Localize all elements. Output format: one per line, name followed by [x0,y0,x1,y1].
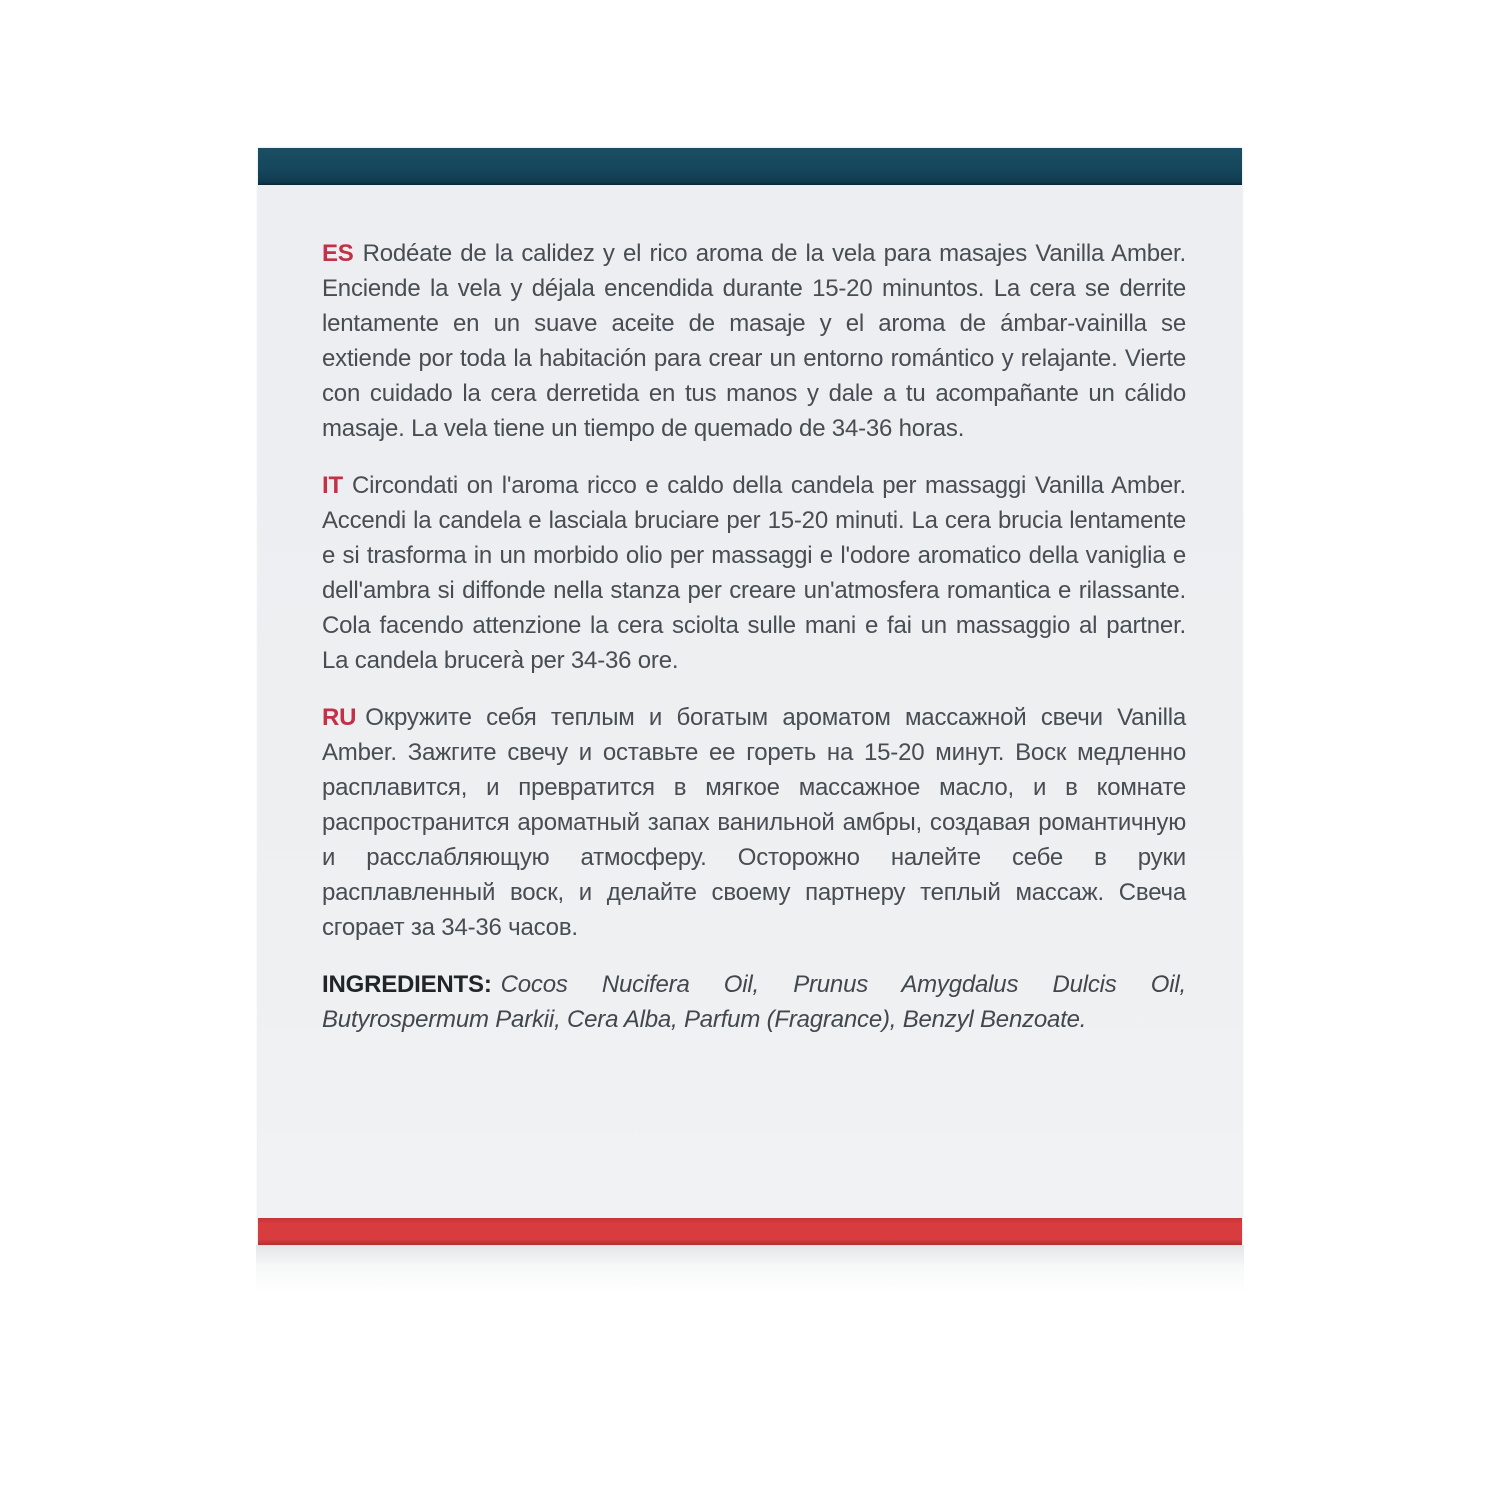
paragraph-it-text: Circondati on l'aroma ricco e caldo della candela per massaggi Vanilla Amber. Accendi la candela e lasciala bruciare per 15-20 minuti. La cera brucia lentamente e si trasforma in un morbido olio per massaggi e l'odore aromatico della vaniglia e dell'ambra si diffonde nella stanza per creare un'atmosfera romantica e rilassante. Cola facendo attenzione la cera sciolta sulle mani e fai un massaggio al partner. La candela brucerà per 34-36 ore. [322,472,1186,674]
label-card [258,148,1242,1245]
ingredients-line [322,967,1186,1037]
label-text-area [258,185,1242,1218]
ingredients-label: INGREDIENTS: [322,971,492,998]
top-accent-bar [258,148,1242,185]
ingredients-text: Cocos Nucifera Oil, Prunus Amygdalus Dulcis Oil, Butyrospermum Parkii, Cera Alba, Parfum (Fragrance), Benzyl Benzoate. [322,971,1186,1033]
lang-label-it: IT [322,472,343,499]
paragraph-it [322,468,1186,678]
paragraph-es [322,236,1186,446]
card-shadow [256,1245,1244,1293]
paragraph-es-text: Rodéate de la calidez y el rico aroma de la vela para masajes Vanilla Amber. Enciende la vela y déjala encendida durante 15-20 minuntos. La cera se derrite lentamente en un suave aceite de masaje y el aroma de ámbar-vainilla se extiende por toda la habitación para crear un entorno romántico y relajante. Vierte con cuidado la cera derretida en tus manos y dale a tu acompañante un cálido masaje. La vela tiene un tiempo de quemado de 34-36 horas. [322,240,1186,442]
paragraph-ru [322,700,1186,945]
bottom-accent-bar [258,1218,1242,1245]
lang-label-ru: RU [322,704,357,731]
lang-label-es: ES [322,240,354,267]
paragraph-ru-text: Окружите себя теплым и богатым ароматом массажной свечи Vanilla Amber. Зажгите свечу и оставьте ее гореть на 15-20 минут. Воск медленно расплавится, и превратится в мягкое массажное масло, и в комнате распространится ароматный запах ванильной амбры, создавая романтичную и расслабляющую атмосферу. Осторожно налейте себе в руки расплавленный воск, и делайте своему партнеру теплый массаж. Свеча сгорает за 34-36 часов. [322,704,1186,941]
